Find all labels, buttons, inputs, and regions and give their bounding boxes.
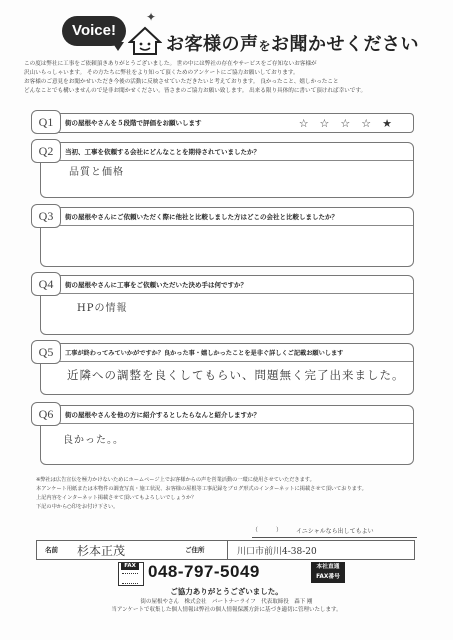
divider bbox=[252, 537, 417, 538]
divider bbox=[227, 541, 228, 559]
question-number: Q2 bbox=[31, 139, 61, 163]
company-line: 街の屋根やさん 株式会社 パートナーライフ 代表取締役 森下 剛 bbox=[140, 599, 313, 605]
question-2 bbox=[40, 142, 414, 198]
question-number: Q1 bbox=[31, 110, 61, 134]
name-field[interactable]: 杉本正茂 bbox=[77, 544, 126, 558]
voice-bubble-tail bbox=[112, 42, 124, 51]
intro-line: お客様のご意見をお聞かせいただき今後の活動に反映させていただきたいと考えております。 良かったこと、嬉しかったこと bbox=[24, 79, 339, 85]
question-text: 街の屋根やさんに工事をご依頼いただいた決め手は何ですか？ bbox=[65, 281, 247, 289]
question-number: Q3 bbox=[31, 204, 61, 228]
rating-stars[interactable]: ☆☆☆☆★ bbox=[298, 117, 403, 130]
name-label: 名前 bbox=[45, 546, 58, 554]
question-3 bbox=[40, 207, 414, 267]
privacy-line: 当アンケートで収集した個人情報は弊社の個人情報保護方針に基づき適切に管理いたします。 bbox=[111, 607, 342, 613]
voice-badge: Voice! bbox=[62, 16, 126, 46]
fax-icon: FAX bbox=[118, 562, 144, 586]
answer-text: 品質と価格 bbox=[69, 167, 124, 178]
question-number: Q6 bbox=[31, 402, 61, 426]
consent-notes bbox=[36, 476, 426, 512]
initial-label: イニシャルなら出してもよい bbox=[296, 528, 374, 535]
answer-text: 良かった。。 bbox=[63, 435, 124, 446]
question-text: 工事が終わってみていかがですか？良かった事・嬉しかったことを是非ぐ詳しくご記載お願いします bbox=[65, 350, 344, 357]
question-text: 街の屋根やさんを他の方に紹介するとしたらなんと紹介しますか？ bbox=[65, 411, 260, 419]
question-text: 街の屋根やさんを５段階で評価をお願いします bbox=[65, 119, 202, 127]
sparkle-icon: ✦ bbox=[146, 10, 157, 24]
question-number: Q5 bbox=[31, 340, 61, 364]
intro-line: 沢山いらっしゃいます。 その方たちに弊社をより知って頂くためのアンケートにご協力お願いしております。 bbox=[24, 70, 299, 76]
initial-option[interactable] bbox=[252, 525, 402, 537]
address-label: ご住所 bbox=[185, 546, 205, 554]
fax-block bbox=[118, 562, 368, 584]
question-text: 街の屋根やさんにご依頼いただく際に他社と比較しました方はどこの会社と比較しましたか？ bbox=[65, 213, 338, 221]
note-line: 上記内容をインターネット掲載させて頂いてもよろしいでしょうか？ bbox=[36, 495, 197, 501]
header bbox=[62, 8, 420, 60]
address-field[interactable]: 川口市前川4-38-20 bbox=[237, 547, 317, 557]
question-text: 当初、工事を依頼する会社にどんなことを期待されていましたか？ bbox=[65, 148, 260, 156]
question-5 bbox=[40, 343, 414, 395]
note-line: 本アンケート用紙または本物件の調査写真・施工状況、お客様の屋根等工事記録をブログ形式のインターネットに掲載させて頂いております。 bbox=[36, 486, 367, 492]
answer-text: 近隣への調整を良くしてもらい、問題無く完了出来ました。 bbox=[67, 368, 405, 382]
question-4 bbox=[40, 275, 414, 335]
answer-text: HPの情報 bbox=[77, 303, 128, 314]
question-number: Q4 bbox=[31, 272, 61, 296]
name-address-box bbox=[36, 540, 415, 560]
note-line: 下記の中から○印をお付け下さい。 bbox=[36, 504, 119, 510]
footer bbox=[0, 598, 453, 614]
initial-checkbox[interactable]: （ ） bbox=[252, 527, 283, 534]
fax-badge: 本社直通 FAX番号 bbox=[311, 562, 345, 583]
house-icon bbox=[128, 26, 162, 56]
intro-line: どんなことでも構いませんので是非お聞かせください。皆さまのご協力お願い致します。 出来る限り具体的に書いて頂ければ幸いです。 bbox=[24, 88, 367, 94]
page-title: お客様の声をお聞かせください bbox=[166, 34, 420, 55]
intro-text bbox=[24, 60, 434, 96]
question-1 bbox=[40, 113, 414, 133]
question-6 bbox=[40, 405, 414, 465]
intro-line: この度は弊社に工事をご依頼頂きありがとうございました。 世の中には弊社の存在やサービスをご存知ないお客様が bbox=[24, 61, 317, 67]
thanks-message: ご協力ありがとうございました。 bbox=[170, 587, 283, 596]
note-line: ※弊社は広告宣伝を極力かけないためにホームページ上でお客様からの声を営業活動の一環に使用させていただきます。 bbox=[36, 477, 315, 483]
fax-number: 048-797-5049 bbox=[148, 562, 260, 581]
